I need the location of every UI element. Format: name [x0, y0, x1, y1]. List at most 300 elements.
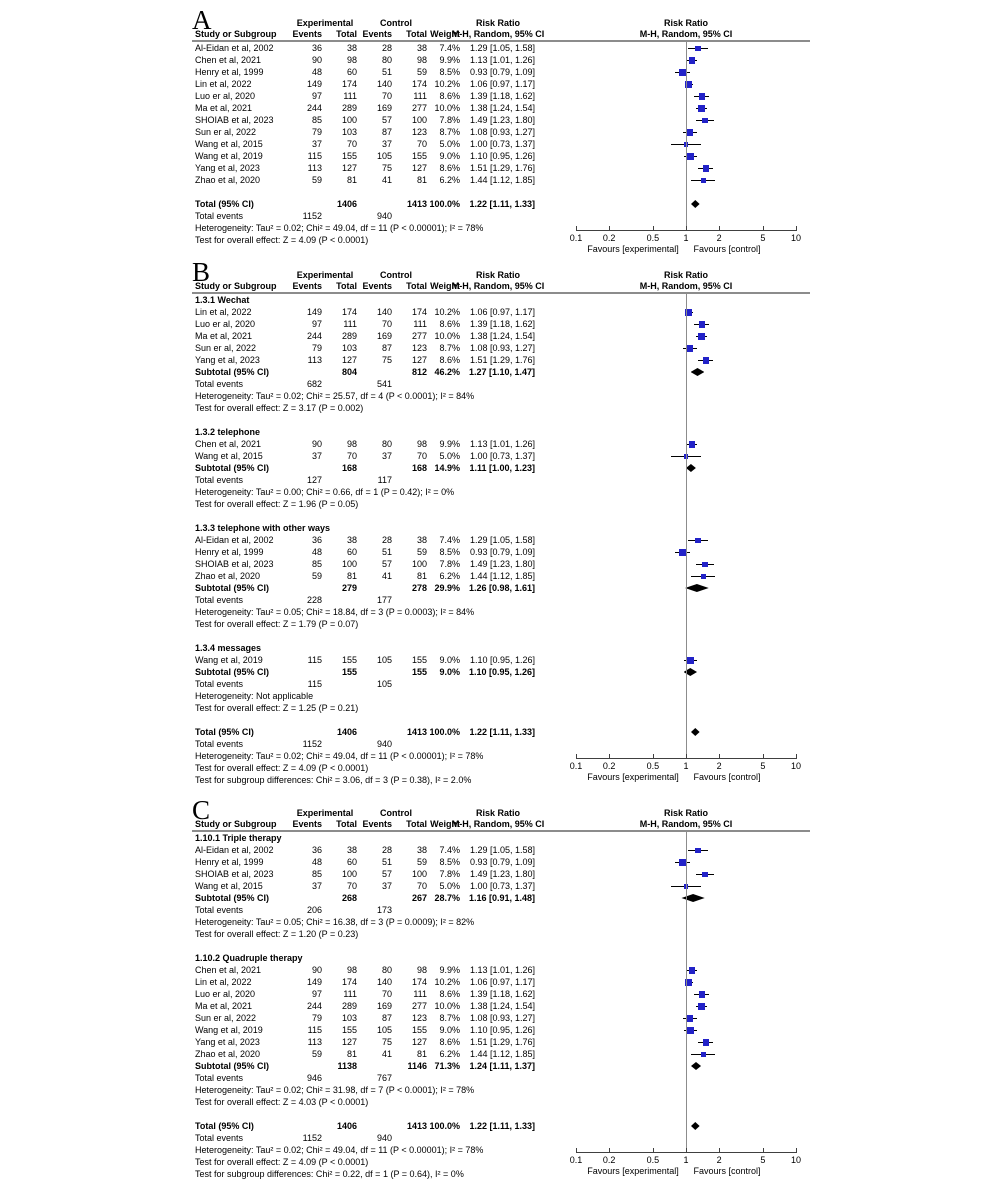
ctrl-events: 169 [376, 331, 392, 341]
study-name: Wang et al, 2019 [195, 151, 263, 161]
estimate-ci: 1.13 [1.01, 1.26] [469, 965, 535, 975]
axis-tick [576, 754, 577, 759]
ctrl-events: 75 [381, 1037, 392, 1047]
plot-header-risk-ratio: Risk Ratio [663, 18, 709, 28]
favours-experimental-label: Favours [experimental] [587, 772, 679, 782]
axis-tick [763, 754, 764, 759]
axis-tick-label: 0.1 [569, 1155, 583, 1165]
exp-total: 70 [346, 139, 357, 149]
weight-value: 6.2% [439, 1049, 460, 1059]
estimate-ci: 1.10 [0.95, 1.26] [469, 151, 535, 161]
panel-label: C [192, 795, 211, 825]
ctrl-total: 174 [411, 977, 427, 987]
total-events-label: Total events [195, 679, 244, 689]
weight-value: 7.8% [439, 559, 460, 569]
ctrl-total: 111 [413, 319, 427, 329]
weight-value: 8.5% [439, 547, 460, 557]
effect-marker [695, 538, 701, 544]
study-name: Yang et al, 2023 [195, 163, 260, 173]
ctrl-events: 87 [381, 127, 392, 137]
weight-value: 8.5% [439, 857, 460, 867]
exp-events: 59 [311, 175, 322, 185]
weight-value: 9.9% [439, 55, 460, 65]
ctrl-total: 155 [411, 151, 427, 161]
ctrl-total: 123 [411, 343, 427, 353]
exp-total: 279 [341, 583, 357, 593]
estimate-ci: 1.51 [1.29, 1.76] [469, 355, 535, 365]
estimate-ci: 1.38 [1.24, 1.54] [469, 103, 535, 113]
estimate-ci: 0.93 [0.79, 1.09] [469, 547, 535, 557]
exp-events: 682 [306, 379, 322, 389]
col-total-control: Total [406, 29, 427, 39]
axis-tick-label: 0.2 [602, 1155, 616, 1165]
estimate-ci: 1.29 [1.05, 1.58] [469, 43, 535, 53]
col-group-control: Control [380, 808, 412, 818]
estimate-ci: 1.00 [0.73, 1.37] [469, 451, 535, 461]
weight-value: 29.9% [434, 583, 460, 593]
col-events-experimental: Events [292, 281, 322, 291]
effect-marker [695, 848, 701, 854]
axis-tick-label: 0.2 [602, 233, 616, 243]
exp-events: 79 [311, 1013, 322, 1023]
ctrl-events: 169 [376, 103, 392, 113]
col-group-control: Control [380, 18, 412, 28]
study-name: Luo er al, 2020 [195, 91, 256, 101]
axis-tick [796, 1148, 797, 1153]
axis-tick-label: 0.2 [602, 761, 616, 771]
total-events-label: Total events [195, 379, 244, 389]
weight-value: 14.9% [434, 463, 460, 473]
estimate-ci: 1.11 [1.00, 1.23] [469, 463, 535, 473]
panel-label: B [192, 257, 211, 287]
effect-marker [703, 357, 709, 363]
subgroup-title: 1.10.1 Triple therapy [195, 833, 282, 843]
study-name: Chen et al, 2021 [195, 965, 262, 975]
axis-tick [609, 754, 610, 759]
ctrl-total: 155 [411, 1025, 427, 1035]
exp-total: 1406 [336, 727, 357, 737]
ctrl-events: 37 [381, 881, 392, 891]
weight-value: 7.4% [439, 535, 460, 545]
subgroup-title: 1.10.2 Quadruple therapy [195, 953, 303, 963]
plot-header-mh-random-ci: M-H, Random, 95% CI [639, 29, 733, 39]
axis-tick [686, 754, 687, 759]
total-label: Total (95% CI) [195, 199, 254, 209]
ctrl-total: 100 [411, 559, 427, 569]
col-group-risk-ratio: Risk Ratio [475, 808, 521, 818]
total-events-label: Total events [195, 211, 244, 221]
weight-value: 10.2% [434, 977, 460, 987]
ctrl-total: 127 [411, 355, 427, 365]
effect-marker [702, 872, 708, 878]
exp-events: 97 [311, 989, 322, 999]
estimate-ci: 1.27 [1.10, 1.47] [468, 367, 535, 377]
exp-events: 228 [306, 595, 322, 605]
study-name: Luo er al, 2020 [195, 319, 256, 329]
ctrl-events: 80 [381, 965, 392, 975]
study-name: Chen et al, 2021 [195, 439, 262, 449]
weight-value: 10.2% [434, 307, 460, 317]
exp-total: 100 [341, 559, 357, 569]
estimate-ci: 1.08 [0.93, 1.27] [469, 1013, 535, 1023]
estimate-ci: 1.06 [0.97, 1.17] [469, 79, 535, 89]
weight-value: 5.0% [439, 139, 460, 149]
effect-marker [689, 967, 696, 974]
footnote: Heterogeneity: Not applicable [195, 691, 314, 701]
axis-tick [609, 1148, 610, 1153]
axis-tick [686, 1148, 687, 1153]
exp-events: 115 [307, 679, 322, 689]
exp-events: 48 [311, 857, 322, 867]
exp-events: 97 [311, 91, 322, 101]
ctrl-events: 80 [381, 55, 392, 65]
ctrl-total: 278 [411, 583, 427, 593]
axis-tick-label: 2 [716, 233, 722, 243]
ctrl-events: 105 [376, 655, 392, 665]
ctrl-events: 169 [376, 1001, 392, 1011]
col-events-experimental: Events [292, 819, 322, 829]
exp-events: 113 [307, 163, 322, 173]
pooled-diamond [685, 584, 709, 592]
study-name: Ma et al, 2021 [195, 331, 253, 341]
col-group-risk-ratio: Risk Ratio [475, 270, 521, 280]
col-events-control: Events [362, 819, 392, 829]
exp-events: 37 [311, 881, 322, 891]
weight-value: 8.7% [439, 343, 460, 353]
estimate-ci: 1.10 [0.95, 1.26] [469, 655, 535, 665]
total-events-label: Total events [195, 1133, 244, 1143]
ctrl-events: 105 [376, 151, 392, 161]
axis-tick [686, 226, 687, 231]
col-mh-random-ci: M-H, Random, 95% CI [451, 29, 545, 39]
exp-events: 113 [307, 1037, 322, 1047]
footnote: Test for overall effect: Z = 4.09 (P < 0.0001) [195, 1157, 369, 1167]
weight-value: 100.0% [429, 727, 460, 737]
subtotal-label: Subtotal (95% CI) [195, 667, 270, 677]
ctrl-total: 111 [413, 989, 427, 999]
study-name: Henry et al, 1999 [195, 547, 264, 557]
effect-marker [687, 153, 693, 159]
ctrl-events: 940 [376, 739, 392, 749]
exp-events: 36 [311, 43, 322, 53]
exp-events: 115 [307, 1025, 322, 1035]
exp-total: 804 [341, 367, 357, 377]
exp-events: 113 [307, 355, 322, 365]
axis-tick [719, 226, 720, 231]
exp-events: 37 [311, 139, 322, 149]
study-name: Lin et al, 2022 [195, 79, 252, 89]
weight-value: 10.0% [434, 103, 460, 113]
subgroup-title: 1.3.2 telephone [195, 427, 261, 437]
estimate-ci: 1.24 [1.11, 1.37] [469, 1061, 535, 1071]
plot-header-mh-random-ci: M-H, Random, 95% CI [639, 819, 733, 829]
weight-value: 9.9% [439, 439, 460, 449]
effect-marker [701, 178, 706, 183]
exp-events: 48 [311, 547, 322, 557]
footnote: Test for overall effect: Z = 1.20 (P = 0.23) [195, 929, 359, 939]
estimate-ci: 1.51 [1.29, 1.76] [469, 163, 535, 173]
exp-total: 127 [341, 163, 357, 173]
ctrl-events: 140 [376, 79, 392, 89]
ctrl-total: 123 [411, 1013, 427, 1023]
effect-marker [699, 93, 705, 99]
effect-marker [698, 1003, 705, 1010]
ctrl-events: 173 [376, 905, 392, 915]
weight-value: 8.5% [439, 67, 460, 77]
estimate-ci: 1.10 [0.95, 1.26] [468, 667, 535, 677]
ctrl-total: 70 [416, 139, 427, 149]
study-name: Lin et al, 2022 [195, 977, 252, 987]
footnote: Test for overall effect: Z = 1.96 (P = 0.05) [195, 499, 359, 509]
footnote: Test for overall effect: Z = 3.17 (P = 0.002) [195, 403, 364, 413]
panel-label: A [192, 5, 212, 35]
estimate-ci: 1.39 [1.18, 1.62] [469, 989, 535, 999]
axis-tick-label: 10 [790, 1155, 802, 1165]
plot-header-risk-ratio: Risk Ratio [663, 270, 709, 280]
footnote: Test for overall effect: Z = 4.09 (P < 0.0001) [195, 235, 369, 245]
estimate-ci: 1.49 [1.23, 1.80] [469, 559, 535, 569]
subtotal-label: Subtotal (95% CI) [195, 367, 270, 377]
exp-events: 149 [306, 977, 322, 987]
exp-total: 111 [343, 91, 357, 101]
ctrl-total: 277 [411, 331, 427, 341]
subgroup-title: 1.3.3 telephone with other ways [195, 523, 331, 533]
pooled-diamond [681, 894, 704, 902]
ctrl-events: 940 [376, 211, 392, 221]
header-rule [192, 292, 810, 294]
header-rule [192, 40, 810, 42]
axis-tick-label: 0.5 [646, 1155, 660, 1165]
axis-tick [653, 1148, 654, 1153]
estimate-ci: 1.06 [0.97, 1.17] [469, 307, 535, 317]
study-name: Zhao et al, 2020 [195, 175, 261, 185]
ctrl-total: 174 [411, 307, 427, 317]
ctrl-total: 81 [416, 571, 427, 581]
exp-total: 174 [341, 79, 357, 89]
weight-value: 46.2% [434, 367, 460, 377]
axis-tick [719, 1148, 720, 1153]
ctrl-events: 105 [376, 1025, 392, 1035]
pooled-diamond [691, 728, 700, 736]
estimate-ci: 1.16 [0.91, 1.48] [468, 893, 535, 903]
reference-line [686, 832, 687, 1152]
effect-marker [687, 657, 693, 663]
footnote: Heterogeneity: Tau² = 0.02; Chi² = 25.57, df = 4 (P < 0.0001); I² = 84% [195, 391, 475, 401]
pooled-diamond [691, 200, 700, 208]
axis-tick [796, 754, 797, 759]
exp-total: 174 [341, 977, 357, 987]
ctrl-total: 111 [413, 91, 427, 101]
weight-value: 8.6% [439, 355, 460, 365]
ctrl-events: 51 [381, 67, 392, 77]
weight-value: 7.8% [439, 869, 460, 879]
total-label: Total (95% CI) [195, 727, 254, 737]
effect-marker [679, 549, 685, 555]
effect-marker [689, 441, 696, 448]
effect-marker [701, 574, 706, 579]
ctrl-events: 117 [377, 475, 392, 485]
exp-events: 48 [311, 67, 322, 77]
estimate-ci: 1.39 [1.18, 1.62] [469, 319, 535, 329]
reference-line [686, 294, 687, 758]
ctrl-events: 541 [376, 379, 392, 389]
exp-events: 59 [311, 571, 322, 581]
study-name: Al-Eidan et al, 2002 [195, 43, 274, 53]
axis-tick [653, 226, 654, 231]
weight-value: 9.9% [439, 965, 460, 975]
exp-events: 115 [307, 151, 322, 161]
exp-total: 1406 [336, 199, 357, 209]
footnote: Test for overall effect: Z = 1.25 (P = 0.21) [195, 703, 359, 713]
weight-value: 100.0% [429, 199, 460, 209]
exp-events: 149 [306, 79, 322, 89]
exp-events: 85 [311, 115, 322, 125]
estimate-ci: 1.06 [0.97, 1.17] [469, 977, 535, 987]
footnote: Heterogeneity: Tau² = 0.02; Chi² = 49.04, df = 11 (P < 0.00001); I² = 78% [195, 1145, 484, 1155]
effect-marker [679, 69, 685, 75]
exp-total: 268 [341, 893, 357, 903]
exp-total: 100 [341, 115, 357, 125]
estimate-ci: 1.44 [1.12, 1.85] [469, 175, 535, 185]
ctrl-total: 98 [416, 55, 427, 65]
axis-tick-label: 0.1 [569, 233, 583, 243]
axis-tick-label: 2 [716, 1155, 722, 1165]
weight-value: 6.2% [439, 175, 460, 185]
study-name: Yang et al, 2023 [195, 1037, 260, 1047]
exp-total: 70 [346, 451, 357, 461]
effect-marker [702, 562, 708, 568]
exp-total: 103 [341, 127, 357, 137]
effect-marker [679, 859, 685, 865]
footnote: Heterogeneity: Tau² = 0.05; Chi² = 16.38, df = 3 (P = 0.0009); I² = 82% [195, 917, 475, 927]
weight-value: 100.0% [429, 1121, 460, 1131]
col-weight: Weight [430, 819, 460, 829]
exp-events: 1152 [302, 1133, 322, 1143]
ctrl-events: 70 [381, 319, 392, 329]
footnote: Test for subgroup differences: Chi² = 3.06, df = 3 (P = 0.38), I² = 2.0% [195, 775, 472, 785]
col-study-or-subgroup: Study or Subgroup [195, 29, 277, 39]
total-events-label: Total events [195, 1073, 244, 1083]
study-name: SHOIAB et al, 2023 [195, 115, 274, 125]
ctrl-events: 767 [376, 1073, 392, 1083]
estimate-ci: 1.29 [1.05, 1.58] [469, 845, 535, 855]
exp-events: 59 [311, 1049, 322, 1059]
study-name: Al-Eidan et al, 2002 [195, 845, 274, 855]
exp-total: 168 [341, 463, 357, 473]
exp-total: 289 [341, 1001, 357, 1011]
ctrl-events: 41 [381, 571, 392, 581]
ctrl-total: 127 [411, 1037, 427, 1047]
ctrl-events: 57 [381, 559, 392, 569]
axis-tick-label: 5 [760, 233, 766, 243]
col-study-or-subgroup: Study or Subgroup [195, 281, 277, 291]
footnote: Heterogeneity: Tau² = 0.00; Chi² = 0.66, df = 1 (P = 0.42); I² = 0% [195, 487, 455, 497]
ctrl-events: 75 [381, 355, 392, 365]
exp-total: 100 [341, 869, 357, 879]
exp-total: 103 [341, 343, 357, 353]
ctrl-events: 75 [381, 163, 392, 173]
study-name: Lin et al, 2022 [195, 307, 252, 317]
ctrl-events: 940 [376, 1133, 392, 1143]
estimate-ci: 1.22 [1.11, 1.33] [469, 199, 535, 209]
ctrl-total: 70 [416, 451, 427, 461]
ctrl-total: 123 [411, 127, 427, 137]
exp-events: 37 [311, 451, 322, 461]
estimate-ci: 1.00 [0.73, 1.37] [469, 881, 535, 891]
axis-tick [576, 1148, 577, 1153]
ctrl-events: 70 [381, 91, 392, 101]
axis-tick-label: 10 [790, 761, 802, 771]
exp-total: 60 [346, 857, 357, 867]
weight-value: 5.0% [439, 881, 460, 891]
favours-control-label: Favours [control] [693, 244, 761, 254]
exp-total: 70 [346, 881, 357, 891]
effect-marker [687, 1027, 693, 1033]
ctrl-total: 100 [411, 115, 427, 125]
study-name: Wang et al, 2015 [195, 139, 263, 149]
weight-value: 8.7% [439, 1013, 460, 1023]
study-name: Henry et al, 1999 [195, 857, 264, 867]
exp-events: 115 [307, 655, 322, 665]
ctrl-total: 155 [411, 655, 427, 665]
weight-value: 8.6% [439, 163, 460, 173]
col-weight: Weight [430, 29, 460, 39]
ctrl-events: 37 [381, 451, 392, 461]
exp-events: 206 [306, 905, 322, 915]
ctrl-total: 81 [416, 1049, 427, 1059]
col-total-experimental: Total [336, 29, 357, 39]
axis-tick [763, 226, 764, 231]
estimate-ci: 1.49 [1.23, 1.80] [469, 869, 535, 879]
subgroup-title: 1.3.1 Wechat [195, 295, 250, 305]
exp-events: 244 [306, 103, 322, 113]
footnote: Test for overall effect: Z = 4.09 (P < 0.0001) [195, 763, 369, 773]
effect-marker [703, 1039, 709, 1045]
pooled-diamond [691, 368, 705, 376]
weight-value: 10.0% [434, 1001, 460, 1011]
estimate-ci: 0.93 [0.79, 1.09] [469, 857, 535, 867]
weight-value: 28.7% [434, 893, 460, 903]
subtotal-label: Subtotal (95% CI) [195, 893, 270, 903]
col-group-experimental: Experimental [296, 18, 354, 28]
estimate-ci: 1.44 [1.12, 1.85] [469, 1049, 535, 1059]
exp-total: 98 [346, 965, 357, 975]
study-name: Sun er al, 2022 [195, 127, 257, 137]
effect-marker [699, 321, 705, 327]
weight-value: 7.4% [439, 43, 460, 53]
study-name: Wang et al, 2019 [195, 655, 263, 665]
exp-total: 38 [346, 845, 357, 855]
exp-events: 149 [306, 307, 322, 317]
ctrl-events: 41 [381, 1049, 392, 1059]
ctrl-events: 70 [381, 989, 392, 999]
pooled-diamond [691, 1122, 700, 1130]
favours-control-label: Favours [control] [693, 772, 761, 782]
axis-tick-label: 1 [683, 761, 689, 771]
ctrl-total: 38 [416, 43, 427, 53]
total-label: Total (95% CI) [195, 1121, 254, 1131]
exp-events: 90 [311, 55, 322, 65]
exp-total: 98 [346, 439, 357, 449]
total-events-label: Total events [195, 475, 244, 485]
ctrl-events: 80 [381, 439, 392, 449]
weight-value: 9.0% [439, 151, 460, 161]
study-name: Henry et al, 1999 [195, 67, 264, 77]
ctrl-total: 38 [416, 845, 427, 855]
total-events-label: Total events [195, 905, 244, 915]
col-events-control: Events [362, 281, 392, 291]
effect-marker [702, 118, 708, 124]
